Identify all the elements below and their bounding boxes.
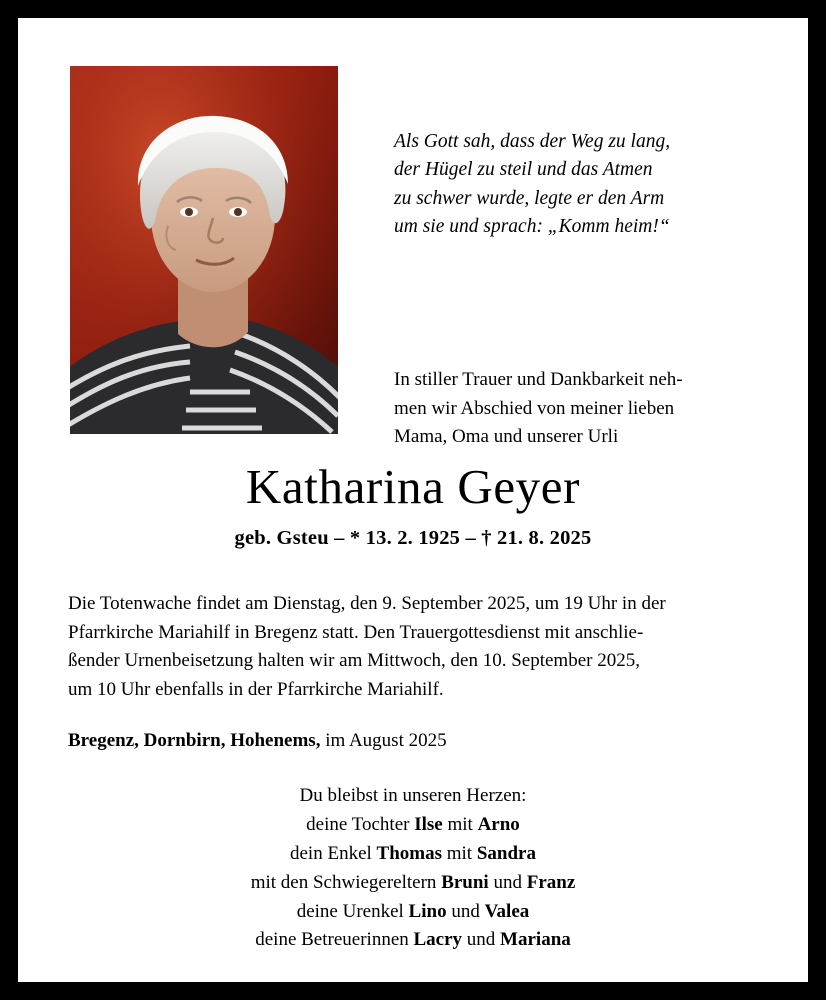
relative-mid: und (446, 900, 485, 922)
birth-death-dates: geb. Gsteu – * 13. 2. 1925 – † 21. 8. 2025 (234, 527, 592, 549)
relative-mid: und (488, 871, 527, 893)
places-bold: Bregenz, Dornbirn, Hohenems, (68, 730, 321, 751)
relative-prefix: dein Enkel (290, 842, 377, 864)
intro-line-1: In stiller Trauer und Dankbarkeit neh- (394, 369, 683, 390)
relative-mid: mit (442, 813, 478, 835)
relative-name-2: Arno (477, 813, 520, 835)
intro-line-2: men wir Abschied von meiner lieben (394, 397, 675, 419)
relative-name-2: Mariana (500, 929, 571, 951)
relative-prefix: deine Urenkel (296, 900, 409, 922)
portrait-illustration (70, 66, 338, 434)
relative-name-1: Thomas (376, 842, 442, 864)
service-line-3: ßender Urnenbeisetzung halten wir am Mittwoch, den 10. September 2025, (68, 650, 640, 671)
intro-block (394, 366, 734, 452)
relative-line (18, 840, 808, 869)
relative-name-1: Ilse (414, 813, 443, 835)
relative-line (18, 926, 808, 955)
relative-line (18, 898, 808, 927)
relative-name-1: Lacry (413, 929, 463, 951)
service-line-4: um 10 Uhr ebenfalls in der Pfarrkirche Mariahilf. (68, 678, 444, 700)
verse-line-2: der Hügel zu steil und das Atmen (394, 159, 653, 181)
relative-prefix: deine Betreuerinnen (255, 929, 414, 951)
verse-line-4: um sie und sprach: „Komm heim!“ (394, 215, 670, 237)
relative-name-1: Bruni (441, 871, 489, 893)
relative-name-1: Lino (408, 900, 447, 922)
relative-prefix: mit den Schwiegereltern (250, 871, 442, 893)
verse-block (394, 128, 724, 241)
top-section (18, 18, 808, 447)
relative-name-2: Franz (526, 871, 576, 893)
portrait-photo (70, 66, 338, 434)
verse-line-1: Als Gott sah, dass der Weg zu lang, (394, 131, 671, 152)
relative-line (18, 869, 808, 898)
places-date: im August 2025 (320, 730, 447, 751)
service-details (68, 590, 758, 704)
relative-prefix: deine Tochter (306, 813, 415, 835)
obituary-card (18, 18, 808, 982)
service-line-1: Die Totenwache findet am Dienstag, den 9. September 2025, um 19 Uhr in der (68, 593, 666, 614)
places-line (68, 730, 758, 752)
service-line-2: Pfarrkirche Mariahilf in Bregenz statt. Den Trauergottesdienst mit anschlie- (68, 621, 644, 643)
verse-line-3: zu schwer wurde, legte er den Arm (394, 187, 665, 209)
closing-block (18, 782, 808, 955)
intro-line-3: Mama, Oma und unserer Urli (394, 426, 619, 447)
deceased-name: Katharina Geyer (245, 459, 581, 514)
closing-title: Du bleibst in unseren Herzen: (299, 785, 527, 806)
relative-name-2: Valea (484, 900, 530, 922)
relative-line (18, 811, 808, 840)
relative-name-2: Sandra (476, 842, 536, 864)
relative-mid: und (462, 929, 501, 951)
relative-mid: mit (442, 842, 477, 864)
